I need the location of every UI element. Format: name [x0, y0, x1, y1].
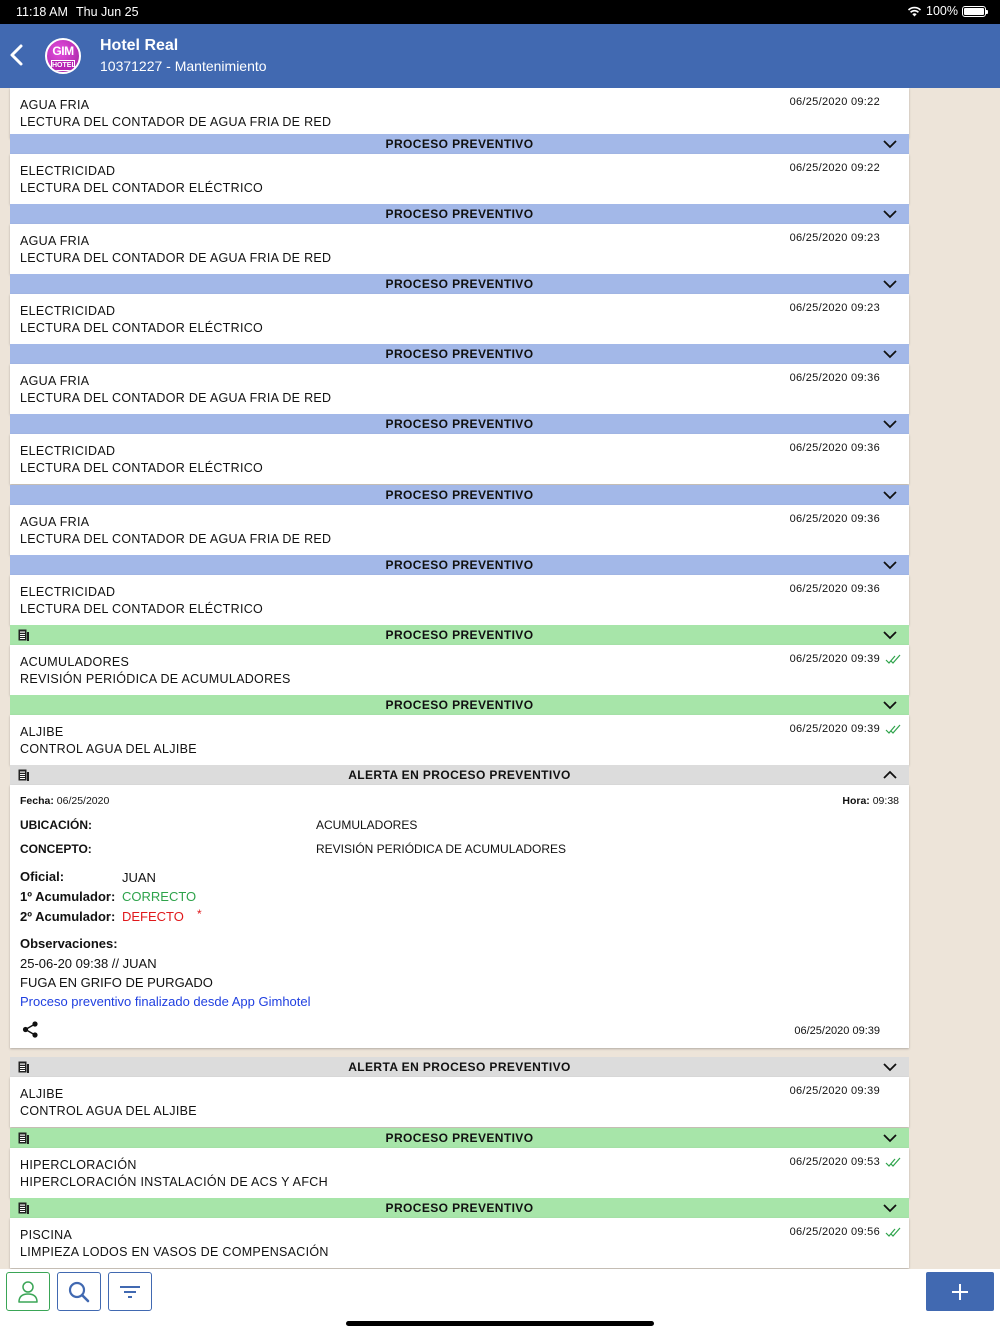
app-header	[0, 24, 1000, 88]
card-datetime: 06/25/2020 09:39	[789, 723, 880, 735]
card-header[interactable]	[10, 765, 909, 785]
card-header-title: PROCESO PREVENTIVO	[385, 207, 534, 221]
task-card[interactable]	[10, 204, 909, 274]
task-card[interactable]	[10, 1057, 909, 1127]
card-datetime: 06/25/2020 09:39	[789, 1085, 880, 1097]
acumulador2-value: DEFECTO	[122, 909, 184, 924]
chevron-down-icon[interactable]	[883, 699, 897, 711]
document-icon[interactable]	[18, 1202, 29, 1214]
card-header-title: PROCESO PREVENTIVO	[385, 277, 534, 291]
double-check-icon	[885, 723, 901, 735]
document-icon[interactable]	[18, 629, 29, 641]
card-header-title: PROCESO PREVENTIVO	[385, 558, 534, 572]
page-subtitle: 10371227 - Mantenimiento	[100, 58, 267, 74]
search-icon	[68, 1280, 90, 1304]
card-body[interactable]	[10, 505, 909, 555]
card-concept: LECTURA DEL CONTADOR DE AGUA FRIA DE RED	[20, 391, 332, 405]
chevron-down-icon[interactable]	[883, 208, 897, 220]
chevron-down-icon[interactable]	[883, 278, 897, 290]
card-location: ACUMULADORES	[20, 655, 130, 669]
fecha-label: Fecha:	[20, 795, 54, 807]
document-icon[interactable]	[18, 1061, 29, 1073]
ubicacion-value: ACUMULADORES	[316, 818, 418, 832]
wifi-icon	[907, 5, 922, 17]
battery-percent: 100%	[926, 4, 958, 18]
card-header[interactable]	[10, 485, 909, 505]
card-header-title: PROCESO PREVENTIVO	[385, 137, 534, 151]
chevron-down-icon[interactable]	[883, 489, 897, 501]
card-concept: REVISIÓN PERIÓDICA DE ACUMULADORES	[20, 672, 291, 686]
card-location: AGUA FRIA	[20, 515, 90, 529]
chevron-down-icon[interactable]	[883, 1132, 897, 1144]
chevron-down-icon[interactable]	[883, 138, 897, 150]
card-concept: LECTURA DEL CONTADOR DE AGUA FRIA DE RED	[20, 251, 332, 265]
card-datetime: 06/25/2020 09:36	[789, 513, 880, 525]
card-header[interactable]	[10, 204, 909, 224]
card-location: ELECTRICIDAD	[20, 585, 116, 599]
card-datetime: 06/25/2020 09:36	[789, 372, 880, 384]
card-body[interactable]	[10, 294, 909, 344]
card-location: ALJIBE	[20, 1087, 64, 1101]
status-bar	[0, 0, 1000, 24]
user-icon	[17, 1280, 39, 1304]
card-concept: LECTURA DEL CONTADOR ELÉCTRICO	[20, 181, 264, 195]
card-header-title: PROCESO PREVENTIVO	[385, 628, 534, 642]
acumulador2-label: 2º Acumulador:	[20, 909, 116, 924]
status-time: 11:18 AM	[16, 5, 68, 19]
card-body[interactable]	[10, 575, 909, 625]
chevron-down-icon[interactable]	[883, 629, 897, 641]
document-icon[interactable]	[18, 769, 29, 781]
card-header-title: PROCESO PREVENTIVO	[385, 1131, 534, 1145]
chevron-down-icon[interactable]	[883, 1061, 897, 1073]
hora-value: 09:38	[872, 795, 899, 807]
add-button[interactable]	[926, 1272, 994, 1311]
card-header[interactable]	[10, 555, 909, 575]
card-header-title: PROCESO PREVENTIVO	[385, 698, 534, 712]
alert-detail	[10, 785, 909, 1048]
card-datetime: 06/25/2020 09:53	[789, 1156, 880, 1168]
card-body[interactable]	[10, 1148, 909, 1198]
acumulador1-label: 1º Acumulador:	[20, 889, 116, 904]
card-concept: CONTROL AGUA DEL ALJIBE	[20, 742, 197, 756]
card-concept: LECTURA DEL CONTADOR DE AGUA FRIA DE RED	[20, 532, 332, 546]
card-datetime: 06/25/2020 09:22	[789, 96, 880, 108]
task-card[interactable]	[10, 625, 909, 695]
alert-date	[20, 795, 109, 807]
task-list	[0, 88, 922, 1269]
observation-line: 25-06-20 09:38 // JUAN	[20, 956, 157, 971]
card-header-title: PROCESO PREVENTIVO	[385, 347, 534, 361]
status-date: Thu Jun 25	[76, 5, 139, 19]
card-body[interactable]	[10, 715, 909, 765]
card-header[interactable]	[10, 1057, 909, 1077]
acumulador1-value: CORRECTO	[122, 889, 197, 904]
task-card[interactable]	[10, 1128, 909, 1198]
chevron-down-icon[interactable]	[883, 348, 897, 360]
card-header[interactable]	[10, 1128, 909, 1148]
task-card[interactable]	[10, 88, 909, 138]
fecha-value: 06/25/2020	[56, 795, 110, 807]
task-card[interactable]	[10, 695, 909, 765]
card-concept: LIMPIEZA LODOS EN VASOS DE COMPENSACIÓN	[20, 1245, 329, 1259]
card-body[interactable]	[10, 434, 909, 484]
alert-card-expanded[interactable]	[10, 765, 909, 1048]
card-header-title: ALERTA EN PROCESO PREVENTIVO	[348, 1060, 571, 1074]
task-card[interactable]	[10, 485, 909, 555]
observation-line: FUGA EN GRIFO DE PURGADO	[20, 975, 213, 990]
card-body[interactable]	[10, 1077, 909, 1127]
plus-icon	[951, 1283, 969, 1301]
double-check-icon	[885, 653, 901, 665]
ubicacion-label: UBICACIÓN:	[20, 818, 92, 832]
card-location: PISCINA	[20, 1228, 73, 1242]
card-concept: LECTURA DEL CONTADOR ELÉCTRICO	[20, 602, 264, 616]
concepto-label: CONCEPTO:	[20, 842, 92, 856]
card-header[interactable]	[10, 344, 909, 364]
card-datetime: 06/25/2020 09:36	[789, 442, 880, 454]
card-location: ALJIBE	[20, 725, 64, 739]
card-datetime: 06/25/2020 09:36	[789, 583, 880, 595]
card-datetime: 06/25/2020 09:56	[789, 1226, 880, 1238]
search-button[interactable]	[57, 1272, 101, 1311]
task-card[interactable]	[10, 134, 909, 204]
card-body[interactable]	[10, 88, 909, 138]
logo-text-bottom: HOTEL	[52, 62, 76, 69]
card-location: ELECTRICIDAD	[20, 304, 116, 318]
card-body[interactable]	[10, 224, 909, 274]
chevron-down-icon[interactable]	[883, 418, 897, 430]
card-location: AGUA FRIA	[20, 374, 90, 388]
filter-icon	[119, 1280, 141, 1304]
card-header[interactable]	[10, 625, 909, 645]
battery-icon	[962, 6, 986, 17]
card-header[interactable]	[10, 274, 909, 294]
double-check-icon	[885, 1156, 901, 1168]
task-card[interactable]	[10, 555, 909, 625]
card-header-title: PROCESO PREVENTIVO	[385, 488, 534, 502]
card-datetime: 06/25/2020 09:23	[789, 232, 880, 244]
card-location: ELECTRICIDAD	[20, 444, 116, 458]
alert-datetime: 06/25/2020 09:39	[794, 1025, 880, 1037]
gimhotel-logo	[45, 38, 81, 74]
task-card[interactable]	[10, 1198, 909, 1268]
double-check-icon	[885, 1226, 901, 1238]
card-concept: LECTURA DEL CONTADOR ELÉCTRICO	[20, 461, 264, 475]
task-card[interactable]	[10, 274, 909, 344]
logo-text-top: GIM	[52, 44, 74, 58]
chevron-down-icon[interactable]	[883, 1202, 897, 1214]
document-icon[interactable]	[18, 1132, 29, 1144]
hora-label: Hora:	[842, 795, 870, 807]
oficial-value: JUAN	[122, 870, 156, 885]
card-header[interactable]	[10, 695, 909, 715]
card-location: ELECTRICIDAD	[20, 164, 116, 178]
card-datetime: 06/25/2020 09:22	[789, 162, 880, 174]
chevron-down-icon[interactable]	[883, 559, 897, 571]
card-concept: CONTROL AGUA DEL ALJIBE	[20, 1104, 197, 1118]
filter-button[interactable]	[108, 1272, 152, 1311]
card-body[interactable]	[10, 154, 909, 204]
card-datetime: 06/25/2020 09:39	[789, 653, 880, 665]
card-header[interactable]	[10, 414, 909, 434]
observation-line-link: Proceso preventivo finalizado desde App Gimhotel	[20, 994, 311, 1009]
status-right	[907, 4, 986, 18]
share-icon[interactable]	[22, 1021, 39, 1038]
card-header[interactable]	[10, 1198, 909, 1218]
chevron-left-icon	[6, 41, 30, 69]
concepto-value: REVISIÓN PERIÓDICA DE ACUMULADORES	[316, 842, 567, 856]
chevron-up-icon[interactable]	[883, 769, 897, 781]
observaciones-label: Observaciones:	[20, 936, 118, 951]
card-header-title: PROCESO PREVENTIVO	[385, 417, 534, 431]
card-body[interactable]	[10, 364, 909, 414]
card-location: AGUA FRIA	[20, 98, 90, 112]
card-body[interactable]	[10, 645, 909, 695]
card-concept: LECTURA DEL CONTADOR DE AGUA FRIA DE RED	[20, 115, 332, 129]
card-header[interactable]	[10, 134, 909, 154]
card-concept: LECTURA DEL CONTADOR ELÉCTRICO	[20, 321, 264, 335]
card-header-title: ALERTA EN PROCESO PREVENTIVO	[348, 768, 571, 782]
card-datetime: 06/25/2020 09:23	[789, 302, 880, 314]
required-marker: *	[197, 907, 202, 921]
back-button[interactable]	[6, 41, 30, 69]
card-location: AGUA FRIA	[20, 234, 90, 248]
oficial-label: Oficial:	[20, 869, 65, 884]
home-indicator	[346, 1321, 654, 1326]
user-button[interactable]	[6, 1272, 50, 1311]
card-concept: HIPERCLORACIÓN INSTALACIÓN DE ACS Y AFCH	[20, 1175, 328, 1189]
task-card[interactable]	[10, 344, 909, 414]
card-location: HIPERCLORACIÓN	[20, 1158, 137, 1172]
card-body[interactable]	[10, 1218, 909, 1268]
card-header-title: PROCESO PREVENTIVO	[385, 1201, 534, 1215]
task-card[interactable]	[10, 414, 909, 484]
page-title: Hotel Real	[100, 37, 179, 54]
alert-time	[842, 795, 899, 807]
